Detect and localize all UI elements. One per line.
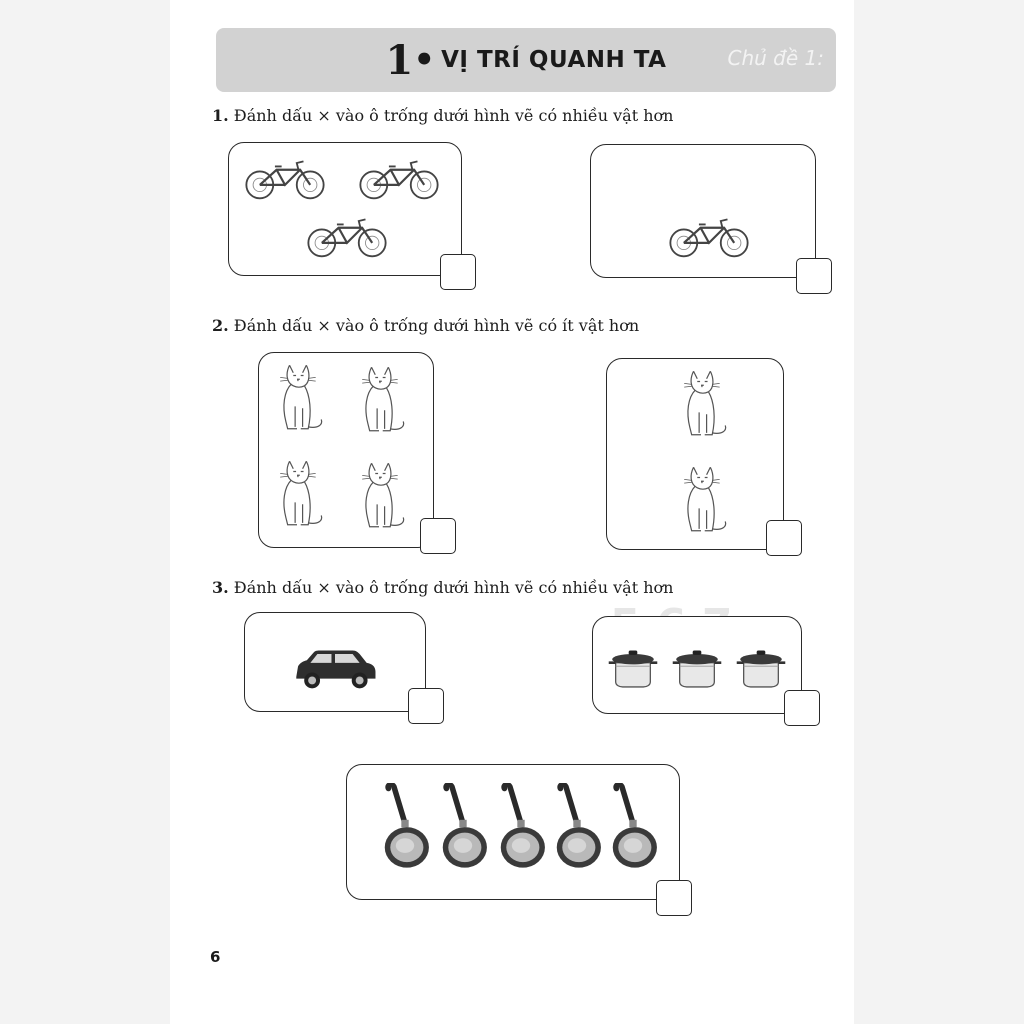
frying-pan-icon [377, 783, 433, 875]
question-number: 3. [212, 578, 229, 597]
cat-icon [269, 359, 325, 435]
cat-icon [351, 457, 407, 533]
question-number: 1. [212, 106, 229, 125]
frying-pan-icon [605, 783, 661, 875]
question-2 [212, 316, 639, 335]
question-number: 2. [212, 316, 229, 335]
bicycle-icon [305, 215, 389, 259]
pot-icon [607, 643, 659, 691]
topic-tag: Chủ đề 1: [727, 46, 824, 70]
frying-pan-icon [549, 783, 605, 875]
answer-checkbox-q3-left[interactable] [408, 688, 444, 724]
chapter-header [216, 28, 836, 92]
q2-left-group [258, 352, 434, 548]
answer-checkbox-q1-left[interactable] [440, 254, 476, 290]
pot-icon [735, 643, 787, 691]
cat-icon [673, 365, 729, 441]
question-text: Đánh dấu × vào ô trống dưới hình vẽ có nhiều vật hơn [233, 106, 674, 125]
page-number: 6 [210, 948, 221, 966]
answer-checkbox-q3-bottom[interactable] [656, 880, 692, 916]
bicycle-icon [357, 157, 441, 201]
q1-left-group [228, 142, 462, 276]
cat-icon [673, 461, 729, 537]
bicycle-icon [243, 157, 327, 201]
title-bullet: • [413, 40, 436, 80]
frying-pan-icon [435, 783, 491, 875]
car-icon [287, 647, 383, 691]
answer-checkbox-q2-right[interactable] [766, 520, 802, 556]
answer-checkbox-q2-left[interactable] [420, 518, 456, 554]
answer-checkbox-q1-right[interactable] [796, 258, 832, 294]
cat-icon [269, 455, 325, 531]
q3-bottom-group [346, 764, 680, 900]
title-text: VỊ TRÍ QUANH TA [441, 47, 667, 73]
q3-left-group [244, 612, 426, 712]
question-text: Đánh dấu × vào ô trống dưới hình vẽ có nhiều vật hơn [233, 578, 674, 597]
frying-pan-icon [493, 783, 549, 875]
pot-icon [671, 643, 723, 691]
question-text: Đánh dấu × vào ô trống dưới hình vẽ có ít vật hơn [233, 316, 640, 335]
bicycle-icon [667, 215, 751, 259]
q2-right-group [606, 358, 784, 550]
question-1 [212, 106, 673, 125]
title-number: 1 [385, 36, 414, 84]
q1-right-group [590, 144, 816, 278]
workbook-page [170, 0, 854, 1024]
question-3 [212, 578, 673, 597]
cat-icon [351, 361, 407, 437]
answer-checkbox-q3-right[interactable] [784, 690, 820, 726]
q3-right-group [592, 616, 802, 714]
